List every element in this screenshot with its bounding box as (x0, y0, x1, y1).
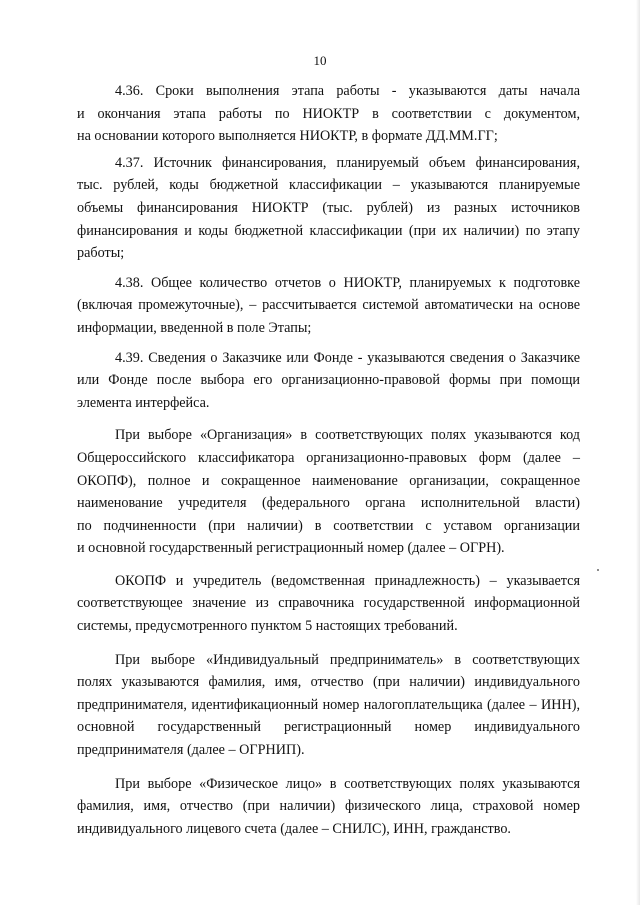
text-line: системы, предусмотренного пунктом 5 настоящих требований. (77, 618, 458, 635)
text-line: 4.37. Источник финансирования, планируемый объем финансирования, (115, 154, 580, 171)
text-line: 4.39. Сведения о Заказчике или Фонде - указываются сведения о Заказчике (115, 349, 580, 366)
text-line: При выборе «Физическое лицо» в соответствующих полях указываются (115, 775, 580, 792)
text-line: по подчиненности (при наличии) в соответствии с уставом организации (77, 517, 580, 534)
paragraph-4-38 (77, 272, 580, 340)
paragraph-individual (77, 773, 580, 841)
document-body (77, 80, 580, 840)
text-line: элемента интерфейса. (77, 394, 210, 411)
text-line: индивидуального лицевого счета (далее – СНИЛС), ИНН, гражданство. (77, 820, 511, 837)
paragraph-individual-entrepreneur (77, 649, 580, 762)
text-line: предпринимателя (далее – ОГРНИП). (77, 742, 305, 759)
paragraph-4-39 (77, 347, 580, 415)
text-line: ОКОПФ), полное и сокращенное наименование организации, сокращенное (77, 472, 580, 489)
text-line: Общероссийского классификатора организационно-правовых форм (далее – (77, 449, 580, 466)
text-line: финансирования и коды бюджетной классификации (при их наличии) по этапу (77, 222, 580, 239)
page-number: 10 (313, 53, 327, 68)
text-line: При выборе «Индивидуальный предприниматель» в соответствующих (115, 651, 580, 668)
text-line: 4.38. Общее количество отчетов о НИОКТР, планируемых к подготовке (115, 274, 580, 291)
text-line: объемы финансирования НИОКТР (тыс. рублей) из разных источников (77, 199, 580, 216)
scan-edge-shadow (636, 0, 640, 905)
text-line: соответствующее значение из справочника государственной информационной (77, 595, 580, 612)
paragraph-organization (77, 424, 580, 560)
text-line: на основании которого выполняется НИОКТР, в формате ДД.ММ.ГГ; (77, 128, 498, 145)
text-line: или Фонде после выбора его организационно-правовой формы при помощи (77, 372, 580, 389)
text-line: (включая промежуточные), – рассчитывается системой автоматически на основе (77, 297, 580, 314)
text-line: При выборе «Организация» в соответствующих полях указываются код (115, 427, 580, 444)
paragraph-4-37 (77, 152, 580, 265)
text-line: и основной государственный регистрационный номер (далее – ОГРН). (77, 540, 505, 557)
text-line: тыс. рублей, коды бюджетной классификации – указываются планируемые (77, 177, 580, 194)
text-line: предпринимателя, идентификационный номер налогоплательщика (далее – ИНН), (77, 696, 580, 713)
scan-speck (597, 569, 599, 571)
text-line: работы; (77, 245, 125, 262)
text-line: наименование учредителя (федерального органа исполнительной власти) (77, 495, 580, 512)
paragraph-okopf (77, 570, 580, 638)
paragraph-4-36 (77, 80, 580, 148)
text-line: 4.36. Сроки выполнения этапа работы - указываются даты начала (115, 83, 580, 99)
text-line: основной государственный регистрационный номер индивидуального (77, 719, 580, 736)
text-line: фамилия, имя, отчество (при наличии) физического лица, страховой номер (77, 798, 580, 815)
text-line: и окончания этапа работы по НИОКТР в соответствии с документом, (77, 105, 580, 122)
text-line: полях указываются фамилия, имя, отчество (при наличии) индивидуального (77, 674, 580, 691)
text-line: ОКОПФ и учредитель (ведомственная принадлежность) – указывается (115, 572, 580, 589)
text-line: информации, введенной в поле Этапы; (77, 319, 312, 336)
